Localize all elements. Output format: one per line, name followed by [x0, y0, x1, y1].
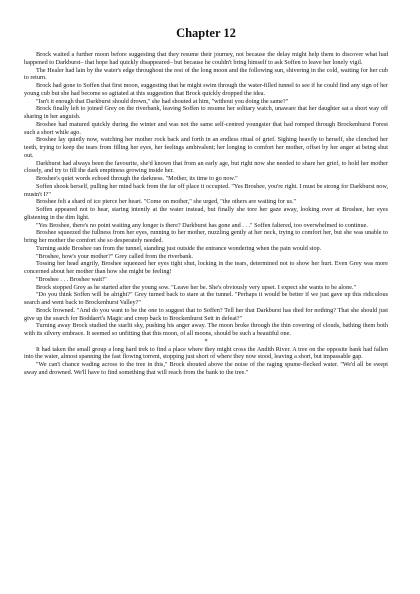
paragraph: Soffen appeared not to hear, staring intently at the water instead, but finally she tore her gaze away, looking over at Broshee, her eyes glistening in the dim light. — [24, 206, 388, 221]
paragraph: Broshee felt a shard of ice pierce her heart. "Come on mother," she urged, "the others are waiting for us." — [36, 198, 297, 206]
chapter-body — [24, 51, 388, 377]
paragraph: Brock stopped Grey as he started after the young sow. "Leave her be. She's obviously very upset. I expect she wants to be alone." — [36, 283, 357, 291]
paragraph: Darkburst had always been the favourite, she'd known that from an early age, but right now she needed to share her grief, to hold her mother closely, and try to fill the dark emptiness growing inside her. — [24, 159, 388, 175]
paragraph: Broshee's quiet words echoed through the darkness. "Mother, its time to go now." — [36, 175, 238, 182]
paragraph: "Broshee, how's your mother?" Grey called from the riverbank. — [36, 252, 194, 260]
paragraph: Turning aside Broshee ran from the tunnel, standing just outside the entrance wondering when the pain would stop. — [36, 244, 322, 252]
paragraph: The Healer had lain by the water's edge throughout the rest of the long moon and the following sun, shivering in the cold, waiting for her cub to return. — [24, 66, 388, 82]
paragraph: Brock had gone to Soffen that first moon, suggesting that he might swim through the water-filled tunnel to see if he could find any sign of her young cub but she had become so agitated at this suggestion that Brock quickly dropped the idea. — [24, 82, 388, 97]
scene-break: * — [204, 337, 208, 345]
chapter-title: Chapter 12 — [176, 26, 236, 40]
paragraph: Brock finally left to joined Grey on the riverbank, leaving Soffen to resume her solitary watch, unaware that her daughter sat a short way off sharing in her anguish. — [24, 105, 388, 120]
paragraph: Soffen shook herself, pulling her mind back from the far off place it occupied. "Yes Broshee, you're right. I must be strong for Darkburst now, mustn't I?" — [24, 182, 388, 198]
paragraph: Broshee had matured quickly during the winter and was not the same self-centred youngster that had romped through Brockenhurst Forest such a short while ago. — [24, 120, 388, 136]
paragraph: Brock frowned. "And do you want to be the one to suggest that to Soffen? Tell her that Darkburst has died for nothing? That she should just give up the search for Boddaert's Magic and creep back to Brockenhurst Sett in defeat?" — [24, 306, 388, 322]
paragraph: Brock waited a further moon before suggesting that they resume their journey, not because the delay might help them to discover what had happened to Darkburst– that hope had quickly disappeared– but because he couldn't bring himself to ask Soffen to leave her lonely vigil. — [24, 51, 388, 66]
paragraph: "Isn't it enough that Darkburst should drown," she had shouted at him, "without you doing the same?" — [36, 97, 289, 105]
paragraph: "Do you think Soffen will be alright?" Grey turned back to stare at the tunnel. "Perhaps it would be better if we just gave up this ridiculous search and went back to Brockenhurst Valley?" — [24, 291, 388, 306]
paragraph: Turning away Brock studied the starlit sky, pushing his anger away. The moon broke through the thin covering of clouds, bathing them both with its silvery embrace. It seemed so unfitting that this moon, of all moons, should be such a beautiful one. — [24, 322, 388, 337]
paragraph: Broshee lay quietly now, watching her mother rock back and forth in an endless ritual of grief. Sighing heavily to herself, she clenched her teeth, trying to keep the tears from filling her eyes, her feelings ambivalent; her longing to comfort her mother, offset by her anger at being shut out. — [24, 136, 388, 159]
paragraph: "We can't chance wading across to the tree in this," Brock shouted above the noise of the raging spume-flecked water. "We'd all be swept away and drowned. We'll have to find something that will reach from the bank to the tree." — [24, 361, 388, 376]
paragraph: It had taken the small group a long hard trek to find a place where they might cross the Andith River. A tree on the opposite bank had fallen into the water, almost spanning the fast flowing torrent, stopping just short of where they now stood, leaving a short, but impassable gap. — [24, 345, 388, 361]
paragraph: Tossing her head angrily, Broshee squeezed her eyes tight shut, locking in the tears, determined not to show her hurt. Even Grey was more concerned about her mother than how she might be feeling! — [24, 260, 388, 275]
paragraph: "Broshee . . . Broshee wait!" — [36, 275, 107, 283]
paragraph: Broshee squeezed the fullness from her eyes, running to her mother, nuzzling gently at her neck, trying to comfort her, but she was unable to bring her mother the comfort she so desperately needed. — [24, 229, 388, 244]
paragraph: "Yes Broshee, there's no point waiting any longer is there? Darkburst has gone and . . ." Soffen faltered, too overwhelmed to continue. — [36, 221, 368, 229]
